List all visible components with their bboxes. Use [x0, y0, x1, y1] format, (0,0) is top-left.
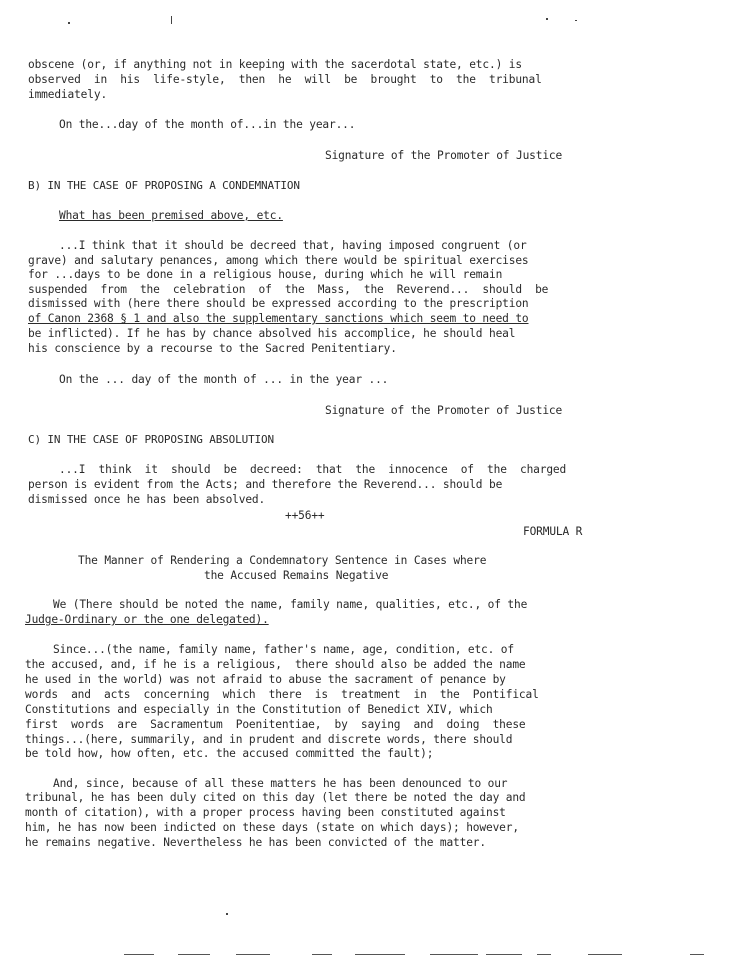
date-line: On the ... day of the month of ... in the year ...	[59, 373, 389, 386]
text-line: Constitutions and especially in the Constitution of Benedict XIV, which	[25, 703, 493, 716]
formula-label: FORMULA R	[523, 525, 583, 538]
text-line: month of citation), with a proper process having been constituted against	[25, 806, 506, 819]
scan-artifact-line	[690, 954, 704, 955]
text-line: the accused, and, if he is a religious, there should also be added the name	[25, 658, 526, 671]
text-line: tribunal, he has been duly cited on this day (let there be noted the day and	[25, 791, 526, 804]
text-line: observed in his life-style, then he will be brought to the tribunal	[28, 73, 542, 86]
text-line: he used in the world) was not afraid to abuse the sacrament of penance by	[25, 673, 506, 686]
text-line: person is evident from the Acts; and therefore the Reverend... should be	[28, 478, 503, 491]
text-line: his conscience by a recourse to the Sacred Penitentiary.	[28, 342, 397, 355]
text-line: Judge-Ordinary or the one delegated).	[25, 613, 269, 626]
text-line: words and acts concerning which there is treatment in the Pontifical	[25, 688, 539, 701]
section-title: The Manner of Rendering a Condemnatory Sentence in Cases where	[78, 554, 487, 567]
scan-artifact-line	[236, 954, 270, 955]
scan-artifact-line	[355, 954, 405, 955]
text-line: for ...days to be done in a religious house, during which he will remain	[28, 268, 503, 281]
scan-speck	[68, 22, 70, 24]
scan-speck	[226, 913, 228, 915]
scan-artifact-line	[537, 954, 551, 955]
scan-artifact-line	[124, 954, 154, 955]
text-line: things...(here, summarily, and in prudent and discrete words, there should	[25, 733, 513, 746]
premised-line: What has been premised above, etc.	[59, 209, 283, 222]
text-line: him, he has now been indicted on these days (state on which days); however,	[25, 821, 519, 834]
text-line: suspended from the celebration of the Mass, the Reverend... should be	[28, 283, 549, 296]
text-line: of Canon 2368 § 1 and also the supplementary sanctions which seem to need to	[28, 312, 529, 325]
text-line: first words are Sacramentum Poenitentiae, by saying and doing these	[25, 718, 526, 731]
scan-artifact-line	[312, 954, 332, 955]
section-heading-c: C) IN THE CASE OF PROPOSING ABSOLUTION	[28, 433, 274, 446]
date-line: On the...day of the month of...in the year...	[59, 118, 356, 131]
scan-artifact-line	[588, 954, 622, 955]
text-line: he remains negative. Nevertheless he has been convicted of the matter.	[25, 836, 486, 849]
scan-speck	[575, 20, 577, 21]
section-heading-b: B) IN THE CASE OF PROPOSING A CONDEMNATION	[28, 179, 300, 192]
text-line: We (There should be noted the name, family name, qualities, etc., of the	[53, 598, 528, 611]
signature-line: Signature of the Promoter of Justice	[325, 149, 563, 162]
text-line: ...I think that it should be decreed that, having imposed congruent (or	[59, 239, 527, 252]
text-line: dismissed once he has been absolved.	[28, 493, 266, 506]
signature-line: Signature of the Promoter of Justice	[325, 404, 563, 417]
page-number: ++56++	[285, 509, 325, 522]
scan-artifact-line	[178, 954, 210, 955]
text-line: obscene (or, if anything not in keeping with the sacerdotal state, etc.) is	[28, 58, 522, 71]
text-line: be told how, how often, etc. the accused committed the fault);	[25, 747, 434, 760]
scan-speck	[171, 16, 172, 24]
scan-artifact-line	[486, 954, 522, 955]
scan-speck	[546, 18, 548, 20]
text-line: Since...(the name, family name, father's name, age, condition, etc. of	[53, 643, 514, 656]
section-title: the Accused Remains Negative	[204, 569, 389, 582]
text-line: be inflicted). If he has by chance absolved his accomplice, he should heal	[28, 327, 516, 340]
text-line: immediately.	[28, 88, 108, 101]
text-line: And, since, because of all these matters he has been denounced to our	[53, 777, 508, 790]
text-line: dismissed with (here there should be expressed according to the prescription	[28, 297, 529, 310]
scan-artifact-line	[430, 954, 478, 955]
text-line: grave) and salutary penances, among which there would be spiritual exercises	[28, 254, 529, 267]
text-line: ...I think it should be decreed: that the innocence of the charged	[59, 463, 567, 476]
